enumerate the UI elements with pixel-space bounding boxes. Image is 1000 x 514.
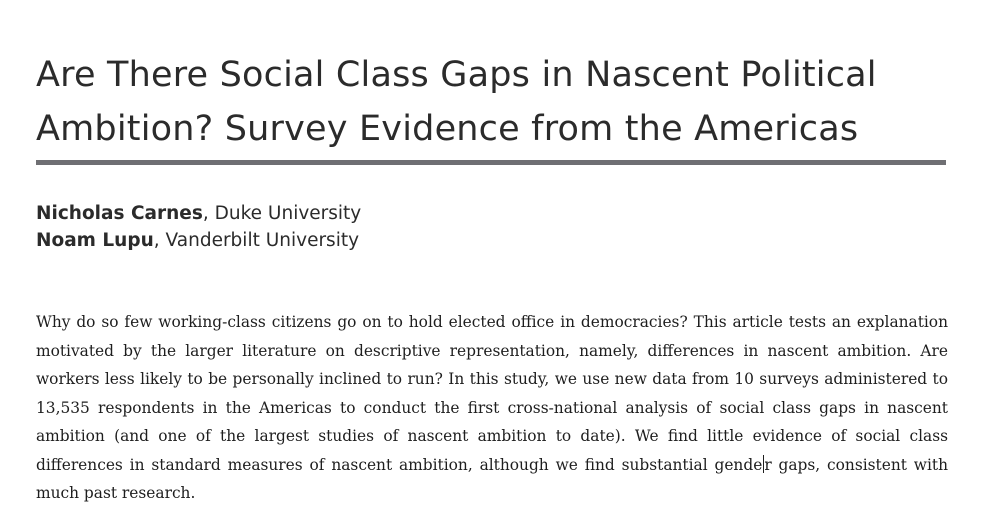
author-name: Nicholas Carnes: [36, 203, 203, 224]
author-line-1: [36, 200, 636, 227]
author-name: Noam Lupu: [36, 230, 154, 251]
abstract-text-before-cursor: Why do so few working-class citizens go on to hold elected office in democracies? This article tests an explanation motivated by the larger literature on descriptive representation, namely, differences in nascent ambition. Are workers less likely to be personally inclined to run? In this study, we use new data from 10 surveys administered to 13,535 respondents in the Americas to conduct the first cross-national analysis of social class gaps in nascent ambition (and one of the largest studies of nascent ambition to date). We find little evidence of social class differences in standard measures of nascent ambition, although we find substantial gende: [36, 313, 948, 474]
author-separator: ,: [202, 203, 215, 224]
abstract-text[interactable]: [36, 308, 948, 508]
article-title: Are There Social Class Gaps in Nascent Political Ambition? Survey Evidence from the Americas: [36, 55, 877, 149]
author-affiliation: Vanderbilt University: [165, 230, 360, 251]
title-divider: [36, 160, 946, 165]
abstract-text-after-cursor: r gaps, consistent with much past research.: [36, 455, 948, 502]
author-list: [36, 200, 636, 254]
author-affiliation: Duke University: [214, 203, 362, 224]
author-separator: ,: [153, 230, 166, 251]
author-line-2: [36, 227, 636, 254]
